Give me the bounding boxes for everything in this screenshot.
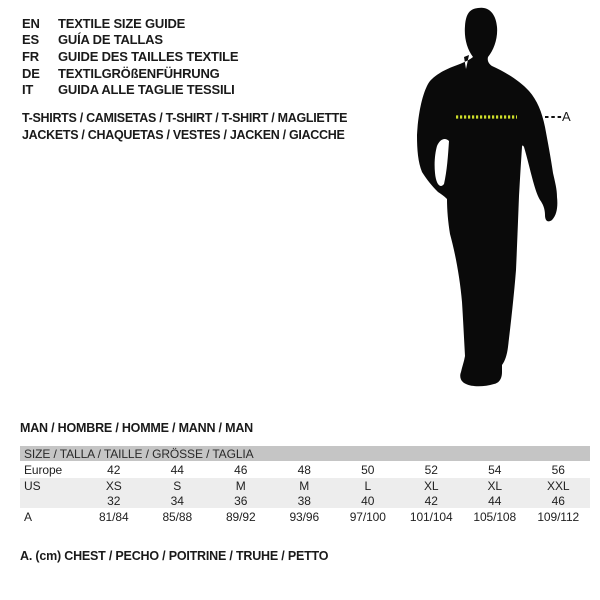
size-cell: S [146,478,210,493]
measurement-footnote: A. (cm) CHEST / PECHO / POITRINE / TRUHE / PETTO [20,549,329,563]
row-label: US [20,478,82,493]
size-cell: 42 [107,462,121,477]
row-label: Europe [24,462,63,477]
size-cell: 81/84 [98,510,129,524]
size-cell: XS [82,478,146,493]
size-cell: 42 [400,493,464,508]
size-cell: 105/108 [473,510,517,524]
language-code: IT [22,82,34,98]
table-row-chest-a [20,508,590,526]
category-tshirts: T-SHIRTS / CAMISETAS / T-SHIRT / T-SHIRT / MAGLIETTE [22,111,348,125]
language-row-en [22,15,238,32]
size-cell: XXL [527,478,591,493]
language-code: DE [22,65,40,81]
size-cell: 40 [336,493,400,508]
size-cell: 89/92 [225,510,256,524]
language-code: FR [22,48,39,64]
size-cell: XL [400,478,464,493]
size-cell: 46 [234,462,248,477]
category-lines [22,110,347,144]
size-cell: 44 [170,462,184,477]
size-cell: 97/100 [349,510,386,524]
size-cell: 56 [551,462,565,477]
size-cell: 38 [273,493,337,508]
size-cell: L [336,478,400,493]
language-label: GUIDA ALLE TAGLIE TESSILI [58,82,235,98]
language-label: GUIDE DES TAILLES TEXTILE [58,48,239,64]
size-table [20,446,590,526]
language-row-de [22,65,238,82]
size-cell: 93/96 [289,510,320,524]
section-title-man: MAN / HOMBRE / HOMME / MANN / MAN [20,421,253,435]
measurement-a-label: A [562,109,571,124]
size-cell: M [273,478,337,493]
size-cell: 85/88 [162,510,193,524]
size-cell: XL [463,478,527,493]
language-list [22,15,238,98]
category-jackets: JACKETS / CHAQUETAS / VESTES / JACKEN / GIACCHE [22,128,345,142]
size-table-header: SIZE / TALLA / TAILLE / GRÖSSE / TAGLIA [20,446,590,461]
man-silhouette-figure [380,0,600,410]
size-cell: 54 [488,462,502,477]
size-cell: 109/112 [537,510,580,524]
language-row-es [22,32,238,49]
size-cell: 48 [297,462,311,477]
language-code: ES [22,32,39,48]
language-label: TEXTILGRÖßENFÜHRUNG [58,65,220,81]
table-row-numeric [20,493,590,508]
size-cell: 50 [361,462,375,477]
row-label [20,493,82,508]
table-row-us [20,478,590,493]
size-cell: 32 [82,493,146,508]
size-table-header-row [20,446,590,461]
size-cell: 52 [424,462,438,477]
size-cell: M [209,478,273,493]
size-cell: 36 [209,493,273,508]
size-cell: 46 [527,493,591,508]
row-label: A [24,510,32,524]
language-code: EN [22,15,40,31]
man-silhouette-shape [417,8,557,387]
size-cell: 101/104 [409,510,453,524]
size-cell: 34 [146,493,210,508]
language-row-it [22,81,238,98]
size-cell: 44 [463,493,527,508]
language-row-fr [22,48,238,65]
table-row-europe [20,461,590,478]
language-label: GUÍA DE TALLAS [58,32,163,48]
language-label: TEXTILE SIZE GUIDE [58,15,186,31]
